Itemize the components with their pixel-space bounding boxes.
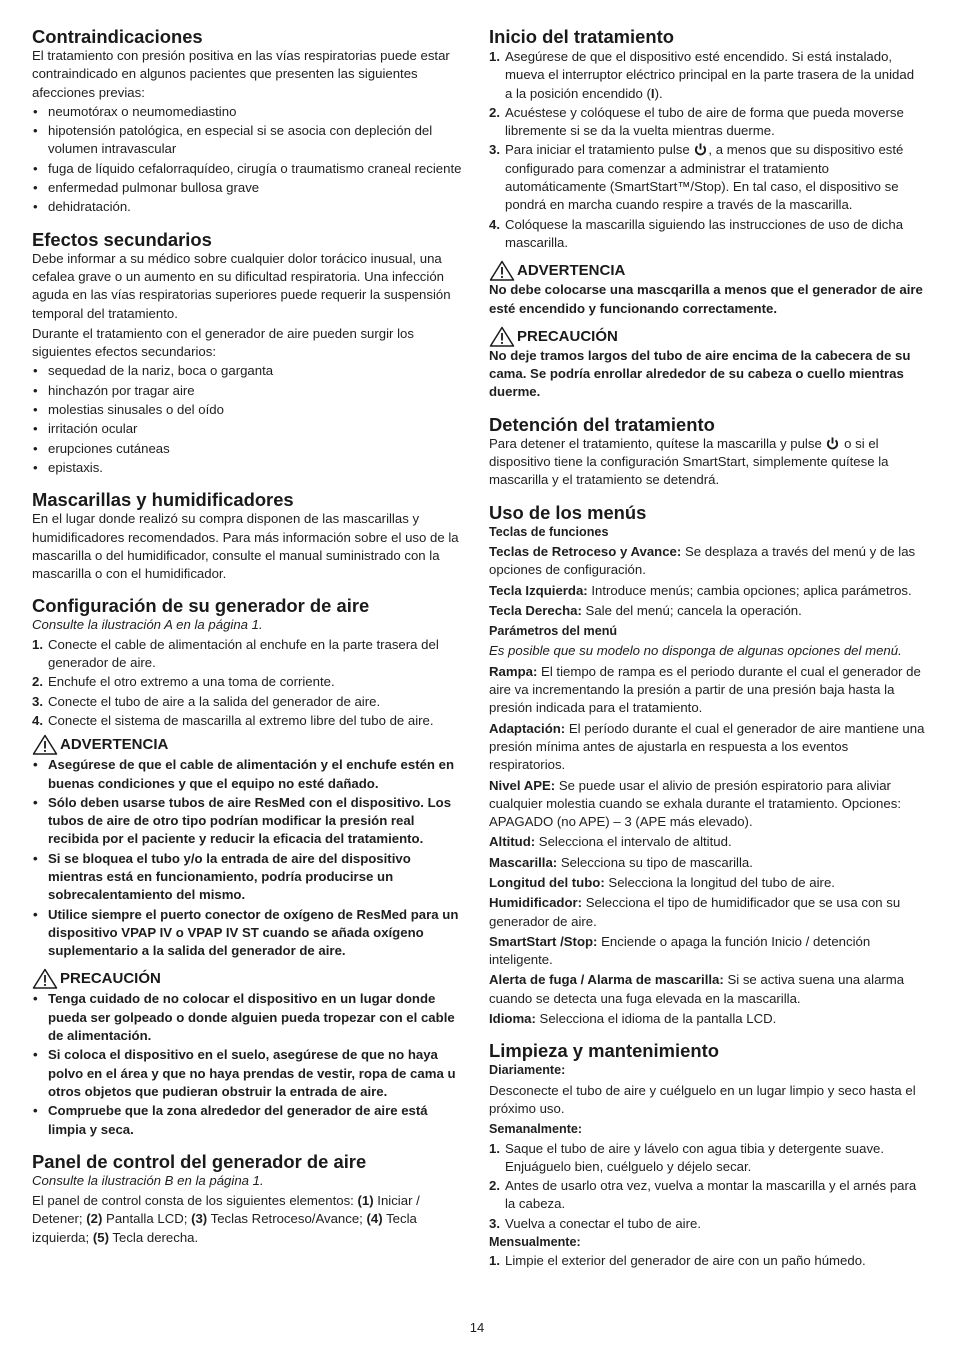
caution-list (32, 990, 466, 1138)
item-number: (3) (191, 1211, 208, 1227)
list-item (489, 1140, 925, 1177)
step-number: 3. (32, 693, 43, 709)
list-item: • dehidratación. (32, 198, 466, 216)
step-text: Conecte el tubo de aire a la salida del generador de aire. (48, 693, 381, 709)
text: Teclas Retroceso/Avance; (207, 1211, 367, 1227)
list-item: • fuga de líquido cefalorraquídeo, cirugía o traumatismo craneal reciente (32, 160, 466, 178)
page-number: 14 (469, 1320, 485, 1335)
item-number: (5) (92, 1229, 109, 1245)
bullet-list (32, 362, 466, 477)
step-text: Limpie el exterior del generador de aire con un paño húmedo. (505, 1253, 866, 1269)
step-text: Saque el tubo de aire y lávelo con agua tibia y detergente suave. Enjuáguelo bien, cuélguelo y déjelo secar. (505, 1140, 885, 1174)
caution-label: PRECAUCIÓN (517, 327, 618, 345)
subheading: Parámetros del menú (489, 624, 618, 639)
caution-block (489, 326, 925, 402)
definition (489, 854, 925, 872)
definition (489, 874, 925, 892)
list-item: • Sólo deben usarse tubos de aire ResMed con el dispositivo. Los tubos de aire de otro tipo podrían modificar la presión real recibida por el paciente y reducir la eficacia del tratamiento. (32, 794, 466, 849)
text: Pantalla LCD; (102, 1211, 192, 1227)
step-text: Antes de usarlo otra vez, vuelva a montar la mascarilla y el arnés para la cabeza. (505, 1178, 917, 1212)
heading-panel: Panel de control del generador de aire (32, 1150, 367, 1172)
definition (489, 720, 925, 775)
definition (489, 833, 925, 851)
definition (489, 582, 925, 600)
subheading: Diariamente: (489, 1063, 566, 1078)
text: Para detener el tratamiento, quítese la mascarilla y pulse (489, 435, 826, 451)
illustration-reference: Consulte la ilustración A en la página 1. (32, 617, 263, 633)
warning-text: No debe colocarse una mascqarilla a menos que el generador de aire esté encendido y funcionando correctamente. (489, 282, 923, 316)
section-detencion (489, 414, 925, 490)
section-efectos (32, 229, 466, 478)
warning-label: ADVERTENCIA (60, 736, 169, 754)
caution-label: PRECAUCIÓN (60, 970, 161, 988)
heading-configuracion: Configuración de su generador de aire (32, 595, 370, 617)
illustration-reference: Consulte la ilustración B en la página 1. (32, 1172, 264, 1188)
list-item: • erupciones cutáneas (32, 440, 466, 458)
list-item (32, 712, 466, 730)
warning-heading (489, 260, 925, 281)
list-item: • Si se bloquea el tubo y/o la entrada de aire del dispositivo mientras está en funcionamiento, podría producirse un sobrecalentamiento del mismo. (32, 850, 466, 905)
definition (489, 663, 925, 718)
paragraph (489, 435, 925, 490)
heading-mascarillas: Mascarillas y humidificadores (32, 489, 294, 511)
note: Es posible que su modelo no disponga de algunas opciones del menú. (489, 643, 902, 659)
definition-text: Introduce menús; cambia opciones; aplica parámetros. (587, 582, 912, 598)
definition (489, 1010, 925, 1028)
warning-heading (32, 734, 466, 755)
paragraph: Debe informar a su médico sobre cualquier dolor torácico inusual, una cefalea grave o un aumento en su dificultad respiratoria. Una infección aguda en las vías respiratorias superiores puede requerir la suspensión temporal del tratamiento. (32, 250, 451, 321)
item-number: (2) (86, 1211, 103, 1227)
heading-menus: Uso de los menús (489, 501, 647, 523)
list-item (489, 1215, 925, 1233)
definition-term: Longitud del tubo: (489, 874, 605, 890)
list-item (489, 104, 925, 141)
definition-text: Si se activa suena una alarma cuando se detecta una fuga elevada en la mascarilla. (489, 972, 905, 1006)
step-number: 1. (489, 49, 500, 64)
text: Iniciar / Detener; (32, 1193, 420, 1227)
definition-text: Enciende o apaga la función Inicio / detención inteligente. (489, 933, 871, 968)
definition (489, 543, 925, 580)
step-text: Enchufe el otro extremo a una toma de corriente. (48, 674, 335, 690)
section-configuracion (32, 595, 466, 1138)
left-column (32, 26, 466, 1259)
step-number: 1. (489, 1253, 500, 1269)
switch-position: I (650, 85, 655, 101)
list-item: • sequedad de la nariz, boca o garganta (32, 362, 466, 380)
text: o si el dispositivo tiene la configuración SmartStart, simplemente quítese la mascarilla y el tratamiento se detendrá. (489, 435, 889, 488)
step-number: 2. (489, 104, 500, 120)
step-number: 4. (32, 712, 43, 728)
warning-triangle-icon (32, 734, 58, 755)
numbered-list (32, 636, 466, 730)
item-number: (4) (366, 1211, 383, 1227)
heading-detencion: Detención del tratamiento (489, 413, 715, 435)
step-text: , a menos que su dispositivo esté configurado para comenzar a administrar el tratamiento automáticamente (SmartStart™/Stop). En tal caso, el dispositivo se pondrá en marcha cuando respire a través de la mascarilla. (505, 142, 904, 213)
subheading: Teclas de funciones (489, 524, 609, 539)
caution-block (32, 968, 466, 1138)
warning-block (489, 260, 925, 318)
definition-text: El tiempo de rampa es el periodo durante el cual el generador de aire va incrementando la presión a partir de una presión baja hasta la presión indicada para el tratamiento. (489, 663, 921, 716)
definition-text: Selecciona el tipo de humidificador que se usa con su generador de aire. (489, 895, 901, 929)
definition-term: Rampa: (489, 663, 538, 679)
caution-text: No deje tramos largos del tubo de aire encima de la cabecera de su cama. Se podría enrollar alrededor de su cabeza o cuello mientras duerme. (489, 347, 911, 400)
right-column (489, 26, 925, 1283)
list-item (32, 673, 466, 691)
definition-term: SmartStart /Stop: (489, 933, 598, 949)
definition (489, 894, 925, 931)
definition-term: Idioma: (489, 1011, 536, 1027)
list-item: • Compruebe que la zona alrededor del generador de aire está limpia y seca. (32, 1102, 466, 1139)
list-item: • Asegúrese de que el cable de alimentación y el enchufe estén en buenas condiciones y que el equipo no esté dañado. (32, 756, 466, 793)
definition-term: Adaptación: (489, 720, 566, 736)
step-text: Conecte el sistema de mascarilla al extremo libre del tubo de aire. (48, 712, 434, 728)
paragraph (32, 1192, 466, 1247)
list-item: • epistaxis. (32, 459, 466, 477)
power-icon (693, 143, 708, 156)
definition-term: Tecla Izquierda: (489, 582, 588, 598)
paragraph: En el lugar donde realizó su compra disponen de las mascarillas y humidificadores recomendados. Para más información sobre el uso de la mascarilla o del humidificador, consulte el manual suministrado con la mascarilla o con el humidificador. (32, 511, 459, 582)
definition-term: Altitud: (489, 834, 536, 850)
text: Tecla izquierda; (32, 1211, 417, 1245)
step-text: Colóquese la mascarilla siguiendo las instrucciones de uso de dicha mascarilla. (505, 216, 904, 250)
warning-label: ADVERTENCIA (517, 262, 626, 280)
definition-text: Sale del menú; cancela la operación. (581, 602, 802, 618)
list-item: • irritación ocular (32, 420, 466, 438)
definition (489, 971, 925, 1008)
section-limpieza (489, 1040, 925, 1270)
list-item: • Tenga cuidado de no colocar el dispositivo en un lugar donde pueda ser golpeado o donde alguien pueda tropezar con el cable de alimentación. (32, 990, 466, 1045)
list-item (32, 636, 466, 673)
paragraph: Desconecte el tubo de aire y cuélguelo en un lugar limpio y seco hasta el próximo uso. (489, 1082, 916, 1116)
heading-efectos: Efectos secundarios (32, 228, 212, 250)
definition-text: Se desplaza a través del menú y de las opciones de configuración. (489, 543, 916, 578)
numbered-list (489, 1140, 925, 1233)
section-menus (489, 502, 925, 1029)
step-number: 2. (489, 1178, 500, 1194)
text: El panel de control consta de los siguientes elementos: (32, 1193, 358, 1209)
list-item (489, 216, 925, 253)
list-item: • molestias sinusales o del oído (32, 401, 466, 419)
subheading: Mensualmente: (489, 1235, 581, 1250)
paragraph: Durante el tratamiento con el generador de aire pueden surgir los siguientes efectos secundarios: (32, 325, 414, 360)
heading-contraindicaciones: Contraindicaciones (32, 26, 203, 47)
list-item: • Utilice siempre el puerto conector de oxígeno de ResMed para un dispositivo VPAP IV o VPAP IV ST cuando se añada oxígeno suplementario a la salida del generador de aire. (32, 906, 466, 961)
step-number: 1. (489, 1140, 500, 1156)
list-item (32, 693, 466, 711)
definition-term: Mascarilla: (489, 854, 558, 870)
definition-term: Humidificador: (489, 895, 583, 911)
definition-text: Selecciona el idioma de la pantalla LCD. (535, 1011, 777, 1027)
step-number: 1. (32, 636, 43, 652)
caution-heading (32, 968, 466, 989)
warning-block (32, 734, 466, 960)
list-item (489, 48, 925, 103)
step-number: 4. (489, 216, 500, 232)
step-number: 3. (489, 1215, 500, 1231)
definition (489, 777, 925, 832)
definition-term: Alerta de fuga / Alarma de mascarilla: (489, 972, 724, 988)
step-number: 2. (32, 674, 43, 690)
definition-text: Selecciona el intervalo de altitud. (535, 834, 732, 850)
step-text: Vuelva a conectar el tubo de aire. (505, 1215, 701, 1231)
caution-heading (489, 326, 925, 347)
list-item: • hipotensión patológica, en especial si se asocia con depleción del volumen intravascular (32, 122, 466, 159)
list-item: • Si coloca el dispositivo en el suelo, asegúrese de que no haya polvo en el área y que no haya prendas de vestir, ropa de cama u otros objetos que pudieran obstruir la entrada de aire. (32, 1046, 466, 1101)
definition-term: Nivel APE: (489, 777, 556, 793)
warning-triangle-icon (489, 326, 515, 347)
definition-term: Tecla Derecha: (489, 602, 582, 618)
list-item (489, 1252, 925, 1270)
warning-triangle-icon (32, 968, 58, 989)
list-item: • hinchazón por tragar aire (32, 382, 466, 400)
list-item (489, 141, 925, 214)
warning-triangle-icon (489, 260, 515, 281)
numbered-list (489, 1252, 925, 1270)
definition-text: El período durante el cual el generador de aire mantiene una presión mínima antes de ajustarla en respuesta a los eventos respiratorios. (489, 720, 925, 773)
heading-inicio: Inicio del tratamiento (489, 26, 674, 47)
section-contraindicaciones (32, 26, 466, 217)
list-item: • neumotórax o neumomediastino (32, 103, 466, 121)
step-number: 3. (489, 142, 500, 158)
paragraph: El tratamiento con presión positiva en las vías respiratorias puede estar contraindicado en algunos pacientes que presenten las siguientes afecciones previas: (32, 48, 450, 100)
section-panel (32, 1151, 466, 1247)
heading-limpieza: Limpieza y mantenimiento (489, 1040, 719, 1062)
power-icon (825, 437, 840, 450)
definition-text: Selecciona la longitud del tubo de aire. (604, 874, 835, 890)
definition-text: Se puede usar el alivio de presión espiratorio para aliviar cualquier molestia cuando se exhala durante el tratamiento. Opciones: APAGADO (no APE) – 3 (APE más elevado). (489, 777, 901, 830)
step-text: Conecte el cable de alimentación al enchufe en la parte trasera del generador de aire. (48, 636, 439, 671)
definition-text: Selecciona su tipo de mascarilla. (557, 854, 753, 870)
warning-list (32, 756, 466, 960)
definition (489, 602, 925, 620)
step-text: ). (654, 85, 663, 101)
step-text: Acuéstese y colóquese el tubo de aire de forma que pueda moverse libremente si se da la vuelta mientras duerme. (505, 104, 904, 139)
section-mascarillas (32, 489, 466, 583)
numbered-list (489, 48, 925, 252)
list-item (489, 1177, 925, 1214)
definition (489, 933, 925, 970)
definition-term: Teclas de Retroceso y Avance: (489, 543, 682, 559)
text: Tecla derecha. (108, 1229, 199, 1245)
section-inicio (489, 26, 925, 402)
item-number: (1) (357, 1193, 374, 1209)
bullet-list (32, 103, 466, 217)
step-text: Para iniciar el tratamiento pulse (505, 142, 694, 158)
subheading: Semanalmente: (489, 1122, 583, 1137)
step-text: Asegúrese de que el dispositivo esté encendido. Si está instalado, mueva el interruptor eléctrico principal en la parte trasera de la unidad a la posición encendido ( (505, 49, 915, 101)
list-item: • enfermedad pulmonar bullosa grave (32, 179, 466, 197)
